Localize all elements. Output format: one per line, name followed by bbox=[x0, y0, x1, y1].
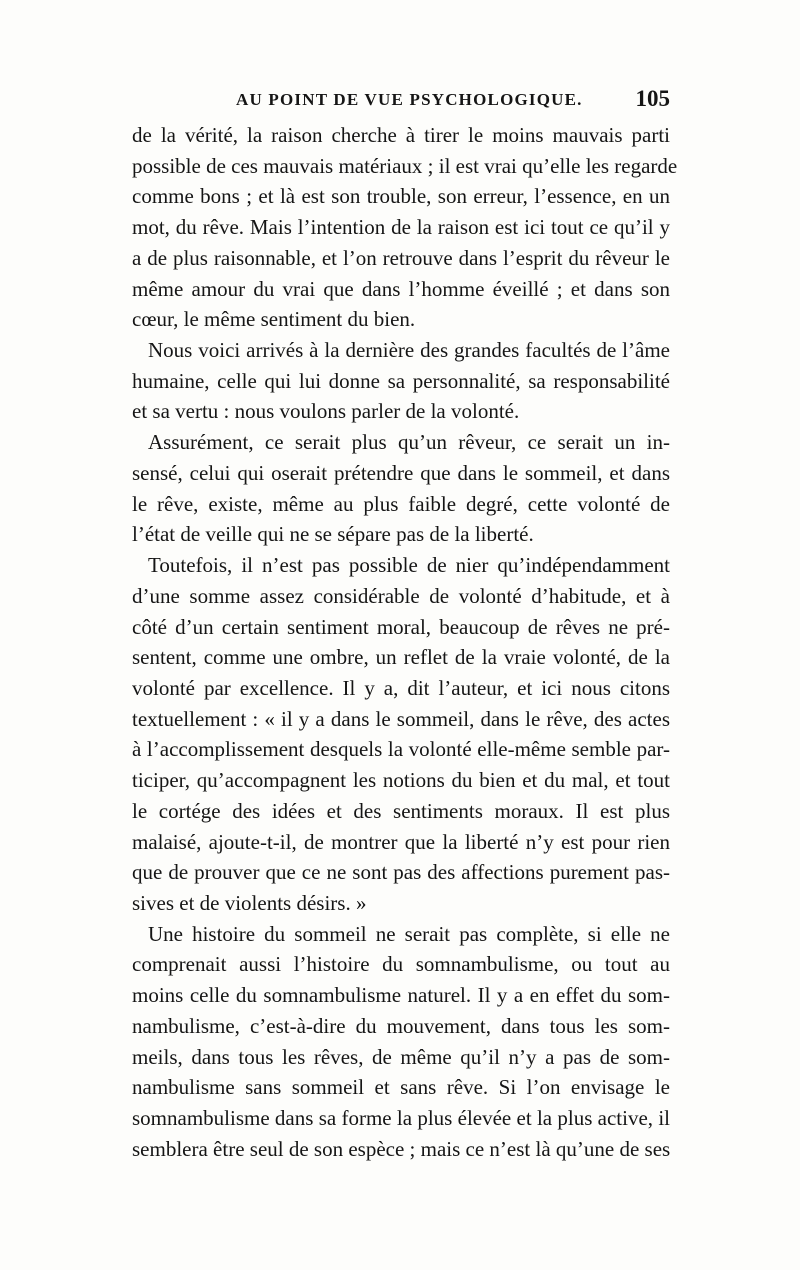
text-line: malaisé, ajoute-t-il, de montrer que la liberté n’y est pour rien bbox=[132, 829, 670, 854]
text-line: comprenait aussi l’histoire du somnambulisme, ou tout au bbox=[132, 952, 670, 977]
text-line: moins celle du somnambulisme naturel. Il y a en effet du som- bbox=[132, 983, 670, 1008]
text-line: sives et de violents désirs. » bbox=[132, 890, 367, 915]
text-line: Une histoire du sommeil ne serait pas complète, si elle ne bbox=[148, 921, 670, 946]
text-line: a de plus raisonnable, et l’on retrouve dans l’esprit du rêveur le bbox=[132, 245, 670, 270]
text-line: somnambulisme dans sa forme la plus élevée et la plus active, il bbox=[132, 1106, 670, 1130]
text-line: sensé, celui qui oserait prétendre que dans le sommeil, et dans bbox=[132, 460, 670, 485]
running-head bbox=[132, 86, 670, 116]
text-line: et sa vertu : nous voulons parler de la volonté. bbox=[132, 399, 520, 424]
text-line: humaine, celle qui lui donne sa personnalité, sa responsabilité bbox=[132, 368, 670, 393]
text-line: le rêve, existe, même au plus faible degré, cette volonté de bbox=[132, 491, 670, 516]
text-line: cœur, le même sentiment du bien. bbox=[132, 307, 416, 332]
body-text bbox=[132, 120, 678, 1164]
text-line: sentent, comme une ombre, un reflet de la vraie volonté, de la bbox=[132, 645, 670, 670]
text-line: le cortége des idées et des sentiments moraux. Il est plus bbox=[132, 798, 670, 823]
text-line: l’état de veille qui ne se sépare pas de la liberté. bbox=[132, 522, 534, 547]
text-line: Assurément, ce serait plus qu’un rêveur, ce serait un in- bbox=[148, 430, 670, 455]
text-line: que de prouver que ce ne sont pas des affections purement pas- bbox=[132, 860, 670, 885]
text-line: de la vérité, la raison cherche à tirer le moins mauvais parti bbox=[132, 123, 670, 147]
page-number: 105 bbox=[635, 86, 670, 111]
text-line: Toutefois, il n’est pas possible de nier qu’indépendamment bbox=[148, 553, 670, 578]
text-line: mot, du rêve. Mais l’intention de la raison est ici tout ce qu’il y bbox=[132, 215, 670, 240]
paragraph bbox=[132, 427, 670, 550]
running-title: AU POINT DE VUE PSYCHOLOGIQUE. bbox=[236, 90, 583, 109]
text-line: meils, dans tous les rêves, de même qu’il n’y a pas de som- bbox=[132, 1044, 670, 1069]
text-line: même amour du vrai que dans l’homme éveillé ; et dans son bbox=[132, 276, 670, 301]
paragraph bbox=[132, 335, 670, 427]
text-line: nambulisme sans sommeil et sans rêve. Si l’on envisage le bbox=[132, 1075, 670, 1100]
text-line: textuellement : « il y a dans le sommeil, dans le rêve, des actes bbox=[132, 706, 670, 731]
text-line: semblera être seul de son espèce ; mais ce n’est là qu’une de ses bbox=[132, 1136, 671, 1161]
text-line: comme bons ; et là est son trouble, son erreur, l’essence, en un bbox=[132, 184, 670, 209]
paragraph bbox=[132, 550, 670, 919]
text-line: Nous voici arrivés à la dernière des grandes facultés de l’âme bbox=[148, 338, 670, 363]
text-line: possible de ces mauvais matériaux ; il est vrai qu’elle les regarde bbox=[132, 153, 678, 178]
text-line: nambulisme, c’est-à-dire du mouvement, dans tous les som- bbox=[132, 1013, 670, 1038]
text-line: à l’accomplissement desquels la volonté elle-même semble par- bbox=[132, 737, 670, 762]
text-line: ticiper, qu’accompagnent les notions du bien et du mal, et tout bbox=[132, 768, 670, 793]
text-line: côté d’un certain sentiment moral, beaucoup de rêves ne pré- bbox=[132, 614, 670, 639]
paragraph bbox=[132, 120, 678, 335]
text-line: volonté par excellence. Il y a, dit l’auteur, et ici nous citons bbox=[132, 675, 670, 700]
paragraph bbox=[132, 919, 670, 1165]
text-line: d’une somme assez considérable de volonté d’habitude, et à bbox=[132, 583, 670, 608]
